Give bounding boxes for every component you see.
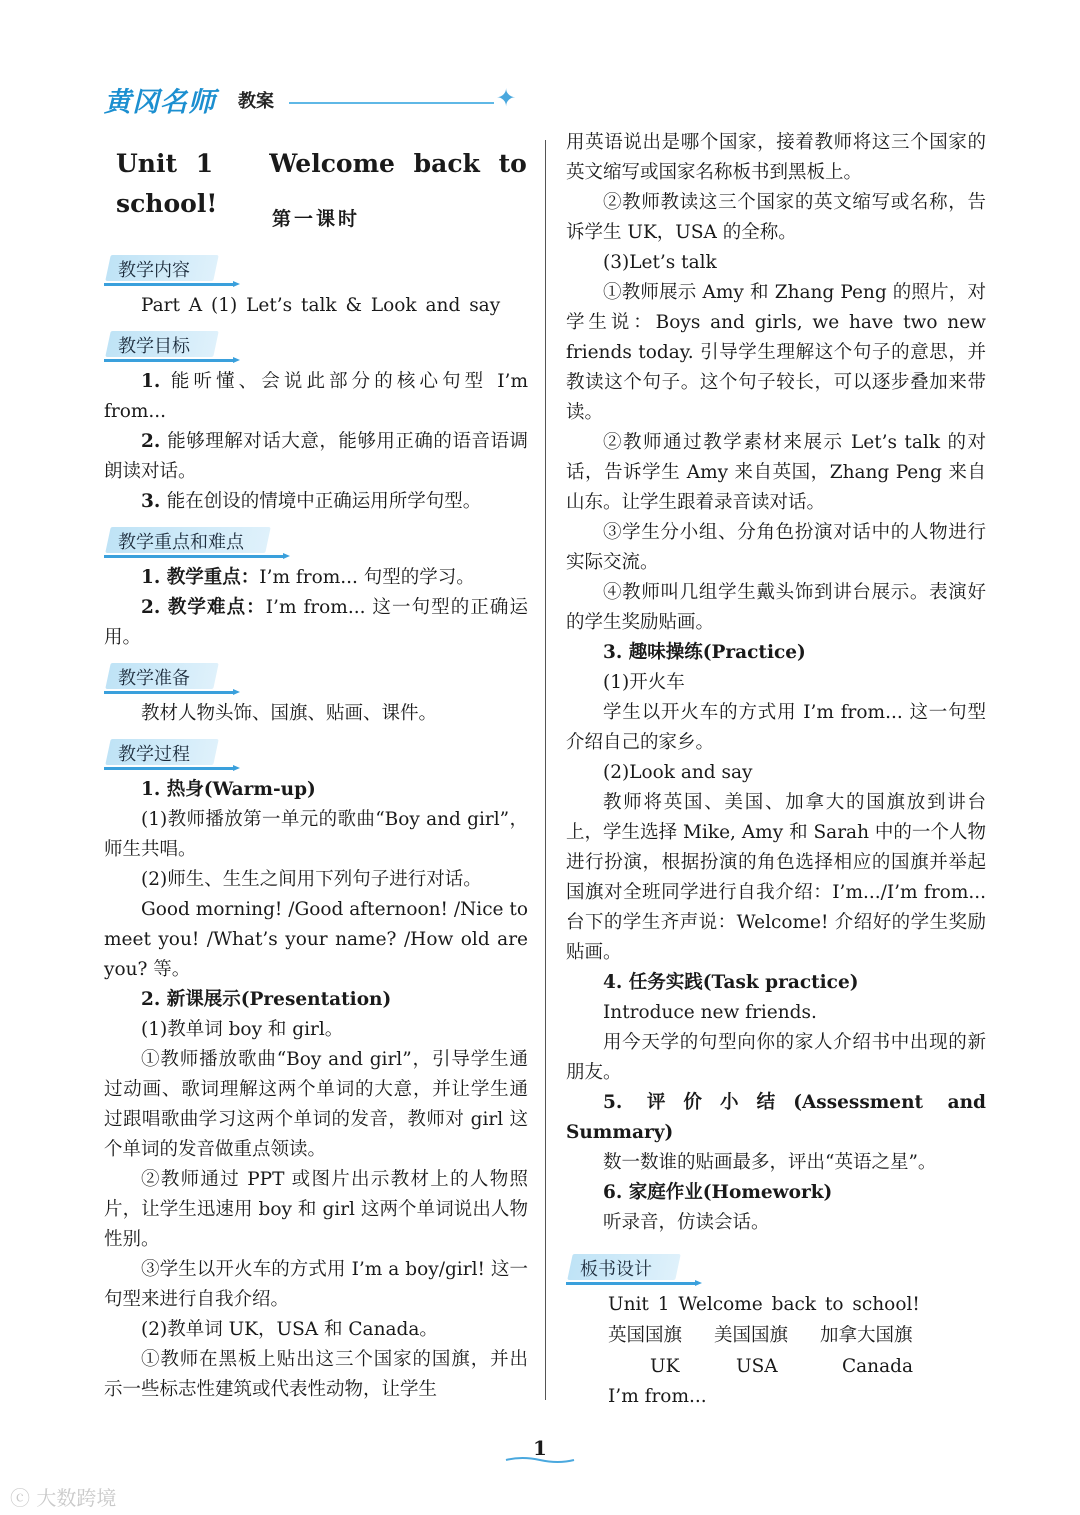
page-number-ornament	[504, 1456, 576, 1464]
prep-text: 教材人物头饰、国旗、贴画、课件。	[141, 703, 438, 724]
board-design	[566, 1290, 986, 1412]
board-title: Unit 1 Welcome back to school!	[608, 1294, 920, 1315]
section-heading-content: 教学内容	[104, 255, 528, 285]
paragraph: ①教师在黑板上贴出这三个国家的国旗，并出示一些标志性建筑或代表性动物，让学生	[104, 1349, 528, 1400]
lesson-title: 第一课时	[271, 208, 360, 230]
step-title: 3. 趣味操练(Practice)	[603, 642, 806, 663]
difficult-point: 2. 教学难点：I’m from... 这一句型的正确运用。	[104, 597, 528, 648]
section-heading-keys: 教学重点和难点	[104, 527, 528, 557]
paragraph: ②教师教读这三个国家的英文缩写或名称，告诉学生 UK，USA 的全称。	[566, 192, 986, 243]
paragraph: (1)教师播放第一单元的歌曲“Boy and girl”，师生共唱。	[104, 809, 528, 860]
paragraph: ②教师通过教学素材来展示 Let’s talk 的对话，告诉学生 Amy 来自英国，Zhang Peng 来自山东。让学生跟着录音读对话。	[566, 432, 986, 513]
watermark-icon: ⓒ	[10, 1486, 30, 1510]
paragraph: ③学生以开火车的方式用 I’m a boy/girl! 这一句型来进行自我介绍。	[104, 1259, 528, 1310]
board-flags: 英国国旗 美国国旗 加拿大国旗	[608, 1325, 913, 1346]
column-divider	[545, 140, 546, 1400]
header-rule	[289, 102, 494, 104]
goal-item: 3. 能在创设的情境中正确运用所学句型。	[141, 491, 482, 512]
right-column	[566, 128, 986, 1412]
paragraph: (1)开火车	[603, 672, 685, 693]
watermark: ⓒ 大数跨境	[10, 1486, 117, 1510]
board-sentence: I’m from...	[608, 1386, 707, 1407]
paragraph: 教师将英国、美国、加拿大的国旗放到讲台上，学生选择 Mike, Amy 和 Sarah 中的一个人物进行扮演，根据扮演的角色选择相应的国旗并举起国旗对全班同学进行自我介绍：I’m.../I’m from... 台下的学生齐声说：Welcome! 介绍好的学生奖励贴画。	[566, 792, 986, 963]
paragraph: 学生以开火车的方式用 I’m from... 这一句型介绍自己的家乡。	[566, 702, 986, 753]
paragraph: Introduce new friends.	[603, 1002, 817, 1023]
section-heading-goals: 教学目标	[104, 331, 528, 361]
left-column	[104, 140, 528, 1405]
paragraph: (3)Let’s talk	[603, 252, 717, 273]
paragraph: (2)师生、生生之间用下列句子进行对话。	[141, 869, 482, 890]
goal-item: 1. 能听懂、会说此部分的核心句型 I’m from...	[104, 371, 528, 422]
paragraph: ①教师展示 Amy 和 Zhang Peng 的照片，对学生说：Boys and girls, we have two new friends today. 引导学生理解这个句子的意思，并教读这个句子。这个句子较长，可以逐步叠加来带读。	[566, 282, 986, 423]
paragraph: 用英语说出是哪个国家，接着教师将这三个国家的英文缩写或国家名称板书到黑板上。	[566, 132, 986, 183]
paragraph: 数一数谁的贴画最多，评出“英语之星”。	[603, 1152, 937, 1173]
paragraph: Good morning! /Good afternoon! /Nice to meet you! /What’s your name? /How old are you? 等。	[104, 899, 528, 980]
content-line: Part A (1) Let’s talk & Look and say	[141, 295, 501, 316]
brand-subtitle: 教案	[238, 91, 274, 112]
paragraph: ③学生分小组、分角色扮演对话中的人物进行实际交流。	[566, 522, 986, 573]
paragraph: (2)Look and say	[603, 762, 753, 783]
paragraph: ①教师播放歌曲“Boy and girl”，引导学生通过动画、歌词理解这两个单词的大意，并让学生通过跟唱歌曲学习这两个单词的发音，教师对 girl 这个单词的发音做重点领读。	[104, 1049, 528, 1160]
sparkle-icon: ✦	[496, 84, 517, 112]
board-abbr: UK USA Canada	[650, 1356, 914, 1377]
paragraph: ②教师通过 PPT 或图片出示教材上的人物照片，让学生迅速用 boy 和 girl 这两个单词说出人物性别。	[104, 1169, 528, 1250]
paragraph: ④教师叫几组学生戴头饰到讲台展示。表演好的学生奖励贴画。	[566, 582, 986, 633]
page-number: 1	[533, 1436, 547, 1460]
section-heading-process: 教学过程	[104, 739, 528, 769]
paragraph: 听录音，仿读会话。	[603, 1212, 770, 1233]
section-heading-board: 板书设计	[566, 1254, 986, 1284]
brand-logo: 黄冈名师	[104, 87, 216, 118]
section-heading-prep: 教学准备	[104, 663, 528, 693]
paragraph: 用今天学的句型向你的家人介绍书中出现的新朋友。	[566, 1032, 986, 1083]
paragraph: (1)教单词 boy 和 girl。	[141, 1019, 344, 1040]
page-header	[104, 80, 517, 120]
step-title: 6. 家庭作业(Homework)	[603, 1182, 833, 1203]
key-point: 1. 教学重点：I’m from... 句型的学习。	[141, 567, 475, 588]
unit-title: Unit 1 Welcome back to school!	[116, 149, 527, 218]
step-title: 4. 任务实践(Task practice)	[603, 972, 859, 993]
step-title: 1. 热身(Warm-up)	[141, 779, 316, 800]
step-title: 2. 新课展示(Presentation)	[141, 989, 392, 1010]
goal-item: 2. 能够理解对话大意，能够用正确的语音语调朗读对话。	[104, 431, 528, 482]
paragraph: (2)教单词 UK，USA 和 Canada。	[141, 1319, 438, 1340]
step-title: 5. 评价小结(Assessment and Summary)	[566, 1092, 986, 1143]
